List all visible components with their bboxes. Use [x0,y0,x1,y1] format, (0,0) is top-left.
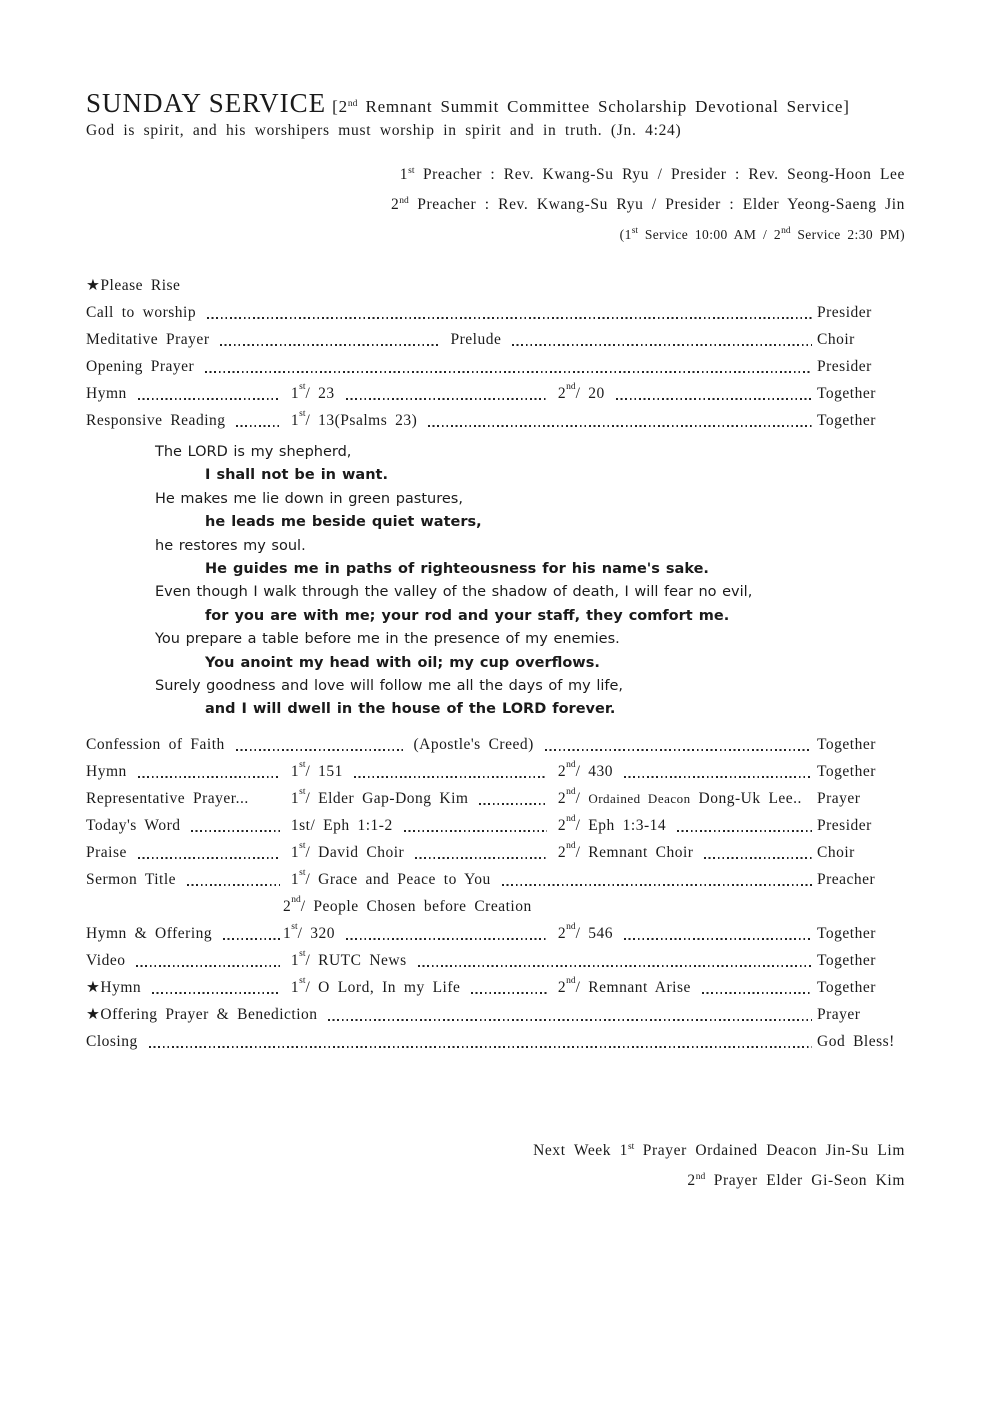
order-line-cell [283,974,550,1001]
order-line-right-label: Choir [817,331,855,348]
order-line-cell [550,812,815,839]
text: Next Week 1 [533,1141,628,1159]
text: / O Lord, In my Life [305,978,469,996]
ordinal-superscript: nd [695,1172,706,1183]
text: Meditative Prayer [86,331,218,348]
text: Hymn & Offering [86,924,221,942]
text: (Apostle's Creed) [405,735,542,753]
text: Representative Prayer... [86,789,249,807]
text: 1 [283,762,300,780]
order-line-cell [86,353,815,380]
text: / Eph 1:3-14 [575,816,674,834]
text: Sermon Title [86,870,184,888]
ordinal-superscript: nd [781,226,791,236]
text: / Remnant Arise [575,978,699,996]
text: Hymn [86,385,135,402]
ordinal-superscript: nd [566,382,576,392]
order-line-praise [86,839,905,866]
dot-leader [138,839,280,866]
dot-leader [346,920,547,947]
psalm-line: You anoint my head with oil; my cup overflows. [205,654,600,671]
order-line-right-label: Preacher [817,870,876,888]
ordinal-superscript: st [627,1141,635,1152]
order-line-sermon-title-2nd [86,893,905,920]
text: Preacher : Rev. Kwang-Su Ryu / Presider : Elder Yeong-Saeng Jin [408,196,905,213]
text: (1 [619,227,632,242]
dot-leader [328,1001,812,1028]
text: / 13(Psalms 23) [305,412,426,429]
ordinal-superscript: st [299,786,306,797]
text: ★Offering Prayer & Benediction [86,1005,326,1023]
text: 2 [550,789,567,807]
psalm-line: he leads me beside quiet waters, [205,514,482,531]
ordinal-superscript: st [299,409,306,419]
dot-leader [545,731,812,758]
order-line-right-label: Presider [817,816,872,834]
dot-leader [624,758,812,785]
dot-leader [220,326,439,353]
next-week-line [86,1167,905,1198]
dot-leader [702,974,812,1001]
ordinal-superscript: st [299,840,306,851]
order-line-cell [86,947,283,974]
order-line-opening-prayer [86,353,905,380]
dot-leader [138,380,280,407]
text: Hymn [86,762,135,780]
ordinal-superscript: st [299,975,306,986]
text: 1st/ Eph 1:1-2 [283,816,401,834]
dot-leader [149,1028,812,1055]
order-line-responsive-reading [86,407,905,434]
next-week-prayer-block [86,1137,905,1198]
text: Prayer Ordained Deacon Jin-Su Lim [634,1141,905,1159]
order-line-hymn-and-offering [86,920,905,947]
text: / 320 [297,924,343,942]
ordinal-superscript: nd [566,786,576,797]
ordinal-superscript: st [291,921,298,932]
dot-leader [205,353,812,380]
order-line-right-label: Presider [817,304,872,321]
ordinal-superscript: nd [566,975,576,986]
text: Call to worship [86,304,204,321]
order-of-service-part-1 [86,299,905,434]
ordinal-superscript: st [631,226,639,236]
text: Remnant Summit Committee Scholarship Devotional Service] [357,97,850,116]
text: 1 [283,789,300,807]
order-of-service-part-2 [86,731,905,1055]
preacher-line [86,221,905,251]
text: 2 [550,978,567,996]
psalm-23-reading [155,441,905,722]
order-line-cell [283,812,550,839]
text: / Elder Gap-Dong Kim [305,789,477,807]
order-line-cell [283,866,815,893]
dot-leader [479,785,547,812]
title-annotation [332,97,850,116]
order-line-right-label: God Bless! [817,1032,895,1050]
dot-leader [704,839,812,866]
ordinal-superscript: nd [399,196,409,206]
dot-leader [404,812,547,839]
text: 2 [550,762,567,780]
ordinal-superscript: st [299,382,306,392]
dot-leader [502,866,812,893]
order-line-cell [283,839,550,866]
text: Praise [86,843,135,861]
order-line-right-label: Prayer [817,789,861,807]
order-line-right-label: Prayer [817,1005,861,1023]
text: Prelude [442,331,510,348]
dot-leader [616,380,812,407]
text: ★Hymn [86,978,150,996]
order-line-cell [86,407,283,434]
dot-leader [624,920,812,947]
text: 1 [399,166,409,183]
order-line-cell [86,731,815,758]
text: 2 [390,196,400,213]
dot-leader [471,974,547,1001]
text: / People Chosen before Creation [300,897,532,915]
text: 2 [550,816,567,834]
text: 1 [283,951,300,969]
text: Today's Word [86,816,189,834]
dot-leader [677,812,812,839]
order-line-cell [550,920,815,947]
order-line-cell [86,812,283,839]
order-line-cell [550,839,815,866]
ordinal-superscript: nd [566,813,576,824]
order-line-right-label: Together [817,978,876,996]
next-week-line [86,1137,905,1168]
text: / David Choir [305,843,413,861]
dot-leader [415,839,547,866]
ordinal-superscript: nd [566,840,576,851]
order-line-cell [86,866,283,893]
dot-leader [207,299,812,326]
order-line-call-to-worship [86,299,905,326]
order-line-cell [86,1001,815,1028]
order-line-cell [86,785,283,812]
text: Service 10:00 AM / 2 [638,227,782,242]
please-rise-label: ★Please Rise [86,277,181,294]
dot-leader [236,731,403,758]
order-line-right-label: Together [817,762,876,780]
order-line-closing [86,1028,905,1055]
text: 1 [283,843,300,861]
text: Opening Prayer [86,358,203,375]
text: 2 [687,1172,696,1190]
text: Preacher : Rev. Kwang-Su Ryu / Presider : Rev. Seong-Hoon Lee [414,166,905,183]
text: 1 [283,924,292,942]
order-line-right-label: Together [817,385,876,402]
order-line-cell [283,893,905,920]
text: 2 [550,924,567,942]
dot-leader [191,812,280,839]
order-line-hymn-2 [86,758,905,785]
ordinal-superscript: nd [566,921,576,932]
ordinal-superscript: st [299,948,306,959]
text: 2 [283,897,292,915]
order-line-hymn-1 [86,380,905,407]
text: / RUTC News [305,951,415,969]
text: / 430 [575,762,621,780]
ordinal-superscript: nd [291,894,301,905]
order-line-cell [283,380,550,407]
order-line-right-label: Together [817,951,876,969]
dot-leader [187,866,280,893]
text: Confession of Faith [86,735,233,753]
order-line-cell [550,380,815,407]
text: Responsive Reading [86,412,234,429]
text: 1 [283,978,300,996]
order-line-representative-prayer [86,785,905,812]
text: Closing [86,1032,146,1050]
text: / [575,789,589,807]
text: Dong-Uk Lee.. [690,789,802,807]
dot-leader [428,407,812,434]
text: [2 [332,97,348,116]
order-line-cell [283,920,550,947]
scripture-subtitle: God is spirit, and his worshipers must worship in spirit and in truth. (Jn. 4:24) [86,122,682,139]
text: 2 [550,385,567,402]
order-line-cell [86,758,283,785]
order-line-cell [550,758,815,785]
order-line-cell [283,947,815,974]
ordinal-superscript: st [408,166,415,176]
dot-leader [418,947,812,974]
page-title: SUNDAY SERVICE [86,88,327,118]
dot-leader [346,380,547,407]
dot-leader [152,974,280,1001]
order-line-star-hymn [86,974,905,1001]
order-line-todays-word [86,812,905,839]
order-line-right-label: Presider [817,358,872,375]
order-line-cell [86,920,283,947]
order-line-meditative-prayer [86,326,905,353]
order-line-cell [86,326,815,353]
text: Video [86,951,134,969]
order-line-confession-of-faith [86,731,905,758]
ordinal-superscript: st [299,759,306,770]
order-line-cell [283,785,550,812]
preacher-line [86,191,905,221]
order-line-cell [86,299,815,326]
text: / 151 [305,762,351,780]
order-line-right-label: Together [817,735,876,753]
order-line-sermon-title [86,866,905,893]
order-line-right-label: Choir [817,843,855,861]
psalm-line: Surely goodness and love will follow me all the days of my life, [155,678,624,695]
psalm-line: He makes me lie down in green pastures, [155,490,463,507]
psalm-line: for you are with me; your rod and your staff, they comfort me. [205,607,730,624]
psalm-line: he restores my soul. [155,537,306,554]
order-line-cell [86,380,283,407]
order-line-right-label: Together [817,924,876,942]
dot-leader [136,947,280,974]
order-line-cell [550,974,815,1001]
dot-leader [512,326,812,353]
psalm-line: I shall not be in want. [205,467,388,484]
dot-leader [354,758,547,785]
order-line-right-label: Together [817,412,876,429]
psalm-line: The LORD is my shepherd, [155,444,352,460]
text: / 23 [305,385,343,402]
text: Service 2:30 PM) [790,227,905,242]
psalm-line: and I will dwell in the house of the LORD forever. [205,701,616,718]
order-line-cell [86,839,283,866]
order-line-cell [283,758,550,785]
ordinal-superscript: st [299,867,306,878]
order-line-video [86,947,905,974]
preacher-line [86,161,905,191]
text: / 20 [575,385,613,402]
psalm-line: Even though I walk through the valley of the shadow of death, I will fear no evil, [155,584,753,601]
psalm-line: You prepare a table before me in the presence of my enemies. [155,631,620,648]
title-line [86,88,905,119]
psalm-line: He guides me in paths of righteousness for his name's sake. [205,561,709,578]
text: 1 [283,870,300,888]
text: 1 [283,412,300,429]
order-line-cell [550,785,815,812]
text: / Remnant Choir [575,843,702,861]
text: 2 [550,843,567,861]
text: 1 [283,385,300,402]
condensed-text: Ordained Deacon [588,790,691,806]
preacher-info-block [86,161,905,251]
order-line-star-offering-prayer-benediction [86,1001,905,1028]
dot-leader [236,407,280,434]
text: / 546 [575,924,621,942]
dot-leader [223,920,280,947]
order-line-cell [86,1028,815,1055]
dot-leader [138,758,280,785]
ordinal-superscript: nd [347,99,358,109]
text: / Grace and Peace to You [305,870,499,888]
text: Prayer Elder Gi-Seon Kim [705,1172,905,1190]
ordinal-superscript: nd [566,759,576,770]
order-line-cell [283,407,815,434]
order-line-cell [86,974,283,1001]
